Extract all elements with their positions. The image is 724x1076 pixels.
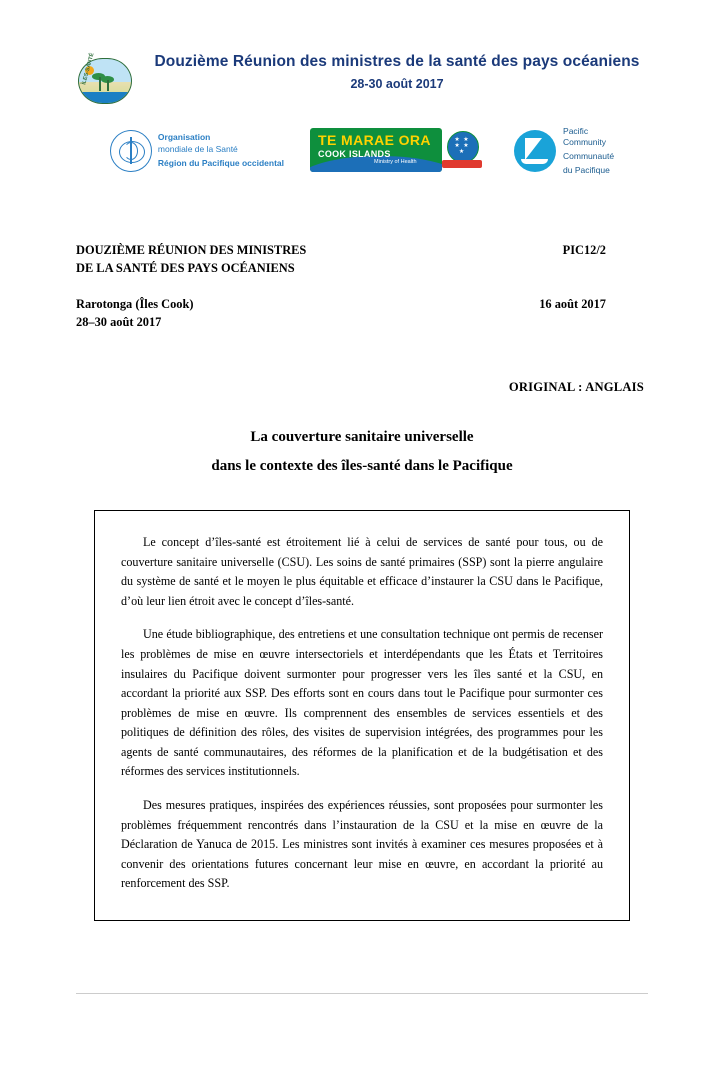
footer-divider	[76, 993, 648, 994]
partner-logo-row	[0, 126, 724, 176]
who-line-1: Organisation	[157, 132, 211, 143]
header-banner	[0, 52, 724, 112]
spc-logo-text	[563, 126, 614, 176]
abstract-paragraph-3: Des mesures pratiques, inspirées des expériences réussies, sont proposées pour surmonter les problèmes fréquemment rencontrés dans l’instauration de la CSU et la mise en œuvre de la Déclaration de Yanuca de 2015. Les ministres sont invités à examiner ces mesures proposées et à convenir des orientations futures concernant leur mise en œuvre, en accordant la priorité au renforcement des SSP.	[121, 798, 603, 891]
reference-block	[76, 242, 648, 332]
who-line-2: mondiale de la Santé	[157, 143, 238, 154]
spacer	[76, 278, 648, 296]
tmo-subtitle-2: Ministry of Health	[374, 159, 417, 166]
page-title	[76, 423, 648, 480]
healthy-islands-logo	[72, 54, 136, 112]
tmo-subtitle: COOK ISLANDS	[318, 149, 391, 160]
reference-row-1	[76, 242, 648, 278]
sail-icon	[525, 138, 542, 160]
meeting-name-line-1: DOUZIÈME RÉUNION DES MINISTRES	[76, 243, 307, 258]
document-body	[0, 242, 724, 921]
meeting-dates: 28–30 août 2017	[76, 315, 162, 330]
abstract-paragraph-1: Le concept d’îles-santé est étroitement lié à celui de services de santé pour tous, ou de couverture sanitaire universelle (CSU). Les soins de santé primaires (SSP) sont la pierre angulaire du système de santé et le moyen le plus équitable et efficace d’instaurer la CSU dans le Pacifique, d’où leur lien étroit avec le concept d’îles-santé.	[121, 535, 603, 608]
meeting-name	[76, 242, 306, 278]
abstract-paragraph-2: Une étude bibliographique, des entretiens et une consultation technique ont permis de recenser les problèmes de mise en œuvre intersectoriels et interdépendants que les États et Territoires insulaires du Pacifique doivent surmonter pour progresser vers les îles santé et la CSU, en accordant la priorité aux SSP. Des efforts sont en cours dans tout le Pacifique pour surmonter ces problèmes de mise en œuvre. Ils comprennent des ensembles de services essentiels et des politiques de définition des rôles, des visites de supervision intégrées, des programmes pour les agents de santé communautaires, des réformes de la planification et de la budgétisation et des réformes des services institutionnels.	[121, 627, 603, 779]
crest-stars: ★ ★ ★ ★ ★	[454, 137, 470, 156]
banner-text	[136, 52, 652, 91]
spc-emblem-icon	[514, 130, 556, 172]
spc-line-3: Communauté	[563, 151, 615, 162]
document-page	[0, 52, 724, 1076]
page-title-line-2: dans le contexte des îles-santé dans le Pacifique	[211, 457, 513, 474]
tmo-title: TE MARAE ORA	[318, 132, 431, 149]
te-marae-ora-logo	[310, 126, 488, 176]
original-language: ORIGINAL : ANGLAIS	[508, 380, 644, 395]
banner-title: Douzième Réunion des ministres de la santé des pays océaniens	[154, 53, 640, 70]
snake-icon	[124, 142, 138, 160]
badge-left-label: ÎLES-SANTÉ	[81, 52, 96, 86]
crest-ribbon-icon	[442, 160, 482, 168]
abstract-box	[94, 510, 630, 921]
meeting-place: Rarotonga (Îles Cook)	[76, 297, 194, 312]
hull-icon	[521, 159, 548, 164]
spc-line-1: Pacific	[563, 126, 589, 136]
who-logo	[110, 130, 284, 172]
spc-line-4: du Pacifique	[563, 165, 610, 176]
who-logo-text	[158, 132, 284, 169]
issue-date: 16 août 2017	[539, 297, 606, 312]
who-emblem-icon	[110, 130, 152, 172]
page-title-line-1: La couverture sanitaire universelle	[250, 429, 474, 446]
document-code: PIC12/2	[562, 243, 606, 258]
spc-line-2: Community	[563, 137, 607, 148]
meeting-name-line-2: DE LA SANTÉ DES PAYS OCÉANIENS	[76, 261, 295, 276]
badge-arc-text	[72, 54, 136, 112]
who-line-3: Région du Pacifique occidental	[157, 158, 285, 169]
reference-row-2	[76, 296, 648, 332]
banner-dates: 28-30 août 2017	[350, 77, 444, 92]
cook-islands-crest-icon	[438, 126, 486, 176]
pacific-community-logo	[514, 126, 614, 176]
meeting-location-dates	[76, 296, 193, 332]
